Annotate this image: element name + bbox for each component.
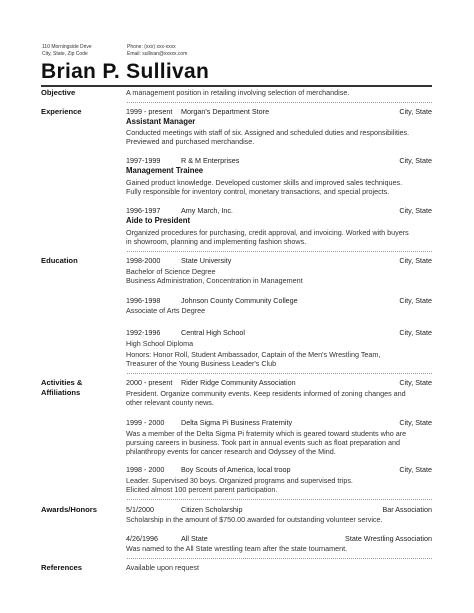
activity-location: City, State [399,465,432,474]
section-label-awards: Awards/Honors [41,505,97,514]
job-location: City, State [399,156,432,165]
address-block [42,44,92,57]
section-divider [127,373,432,374]
job-description-line: Previewed and purchased merchandise. [126,137,255,146]
activity-description-line: Was a member of the Delta Sigma Pi fraternity which is geared toward students who are [126,429,407,438]
activity-description-line: President. Organize community events. Keep residents informed of zoning changes and [126,389,406,398]
section-label-activities: Activities & [41,378,83,387]
activity-description-line: philanthropy events for cancer research and Odyssey of the Mind. [126,447,336,456]
activity-organization: Delta Sigma Pi Business Fraternity [181,418,293,427]
phone-number: Phone: (xxx) xxx-xxxx [127,44,176,50]
email-address: Email: sullivan@xxxxx.com [127,50,188,57]
job-dates: 1997-1999 [126,156,161,165]
school-detail-line: Associate of Arts Degree [126,306,206,315]
school-name: Central High School [181,328,245,337]
job-description-line: Fully responsible for inventory control, monetary transactions, and special projects. [126,187,390,196]
job-employer: R & M Enterprises [181,156,240,165]
award-date: 4/26/1996 [126,534,158,543]
activity-dates: 1999 - 2000 [126,418,165,427]
job-title: Management Trainee [126,166,204,175]
job-title: Aide to President [126,216,191,225]
references-text: Available upon request [126,563,199,572]
job-location: City, State [399,107,432,116]
school-dates: 1992-1996 [126,328,161,337]
school-detail-line: Treasurer of the Young Business Leader's Club [126,359,277,368]
school-dates: 1996-1998 [126,296,161,305]
section-label-affiliations: Affiliations [41,388,81,397]
school-location: City, State [399,256,432,265]
award-description: Was named to the All State wrestling team after the state tournament. [126,544,348,553]
award-issuer: Bar Association [382,505,432,514]
school-location: City, State [399,296,432,305]
award-issuer: State Wrestling Association [345,534,432,543]
section-label-objective: Objective [41,88,76,97]
job-description-line: Gained product knowledge. Developed customer skills and improved sales techniques. [126,178,403,187]
award-description: Scholarship in the amount of $750.00 awarded for outstanding volunteer service. [126,515,383,524]
award-date: 5/1/2000 [126,505,154,514]
job-dates: 1996-1997 [126,206,161,215]
award-name: All State [181,534,208,543]
award-name: Citizen Scholarship [181,505,243,514]
header-rule [41,85,432,87]
section-divider [127,102,432,103]
contact-block [127,44,187,57]
school-detail-line: Bachelor of Science Degree [126,267,216,276]
activity-description-line: other relevant county news. [126,398,214,407]
school-detail-line: High School Diploma [126,339,194,348]
section-label-references: References [41,563,82,572]
objective-text: A management position in retailing involving selection of merchandise. [126,88,350,97]
activity-location: City, State [399,418,432,427]
section-label-education: Education [41,256,78,265]
job-dates: 1999 - present [126,107,173,116]
address-line-1: 110 Morningside Drive [42,44,92,50]
school-detail-line: Business Administration, Concentration in Management [126,276,303,285]
job-location: City, State [399,206,432,215]
candidate-name: Brian P. Sullivan [41,60,210,83]
job-title: Assistant Manager [126,117,196,126]
job-description-line: in showroom, planning and implementing fashion shows. [126,237,307,246]
activity-dates: 1998 - 2000 [126,465,165,474]
school-name: Johnson County Community College [181,296,298,305]
school-name: State University [181,256,232,265]
job-employer: Morgan's Department Store [181,107,270,116]
section-divider [127,558,432,559]
activity-description-line: Elicited almost 100 percent parent participation. [126,485,278,494]
activity-description-line: Leader. Supervised 30 boys. Organized programs and supervised trips. [126,476,353,485]
job-employer: Amy March, Inc. [181,206,233,215]
school-location: City, State [399,328,432,337]
job-description-line: Organized procedures for purchasing, credit approval, and invoicing. Worked with buyers [126,228,409,237]
section-divider [127,499,432,500]
activity-organization: Boy Scouts of America, local troop [181,465,291,474]
activity-description-line: pursuing careers in business. Took part in annual events such as float preparation and [126,438,400,447]
section-label-experience: Experience [41,107,82,116]
activity-dates: 2000 - present [126,378,173,387]
school-detail-line: Honors: Honor Roll, Student Ambassador, Captain of the Men's Wrestling Team, [126,350,381,359]
activity-organization: Rider Ridge Community Association [181,378,296,387]
school-dates: 1998-2000 [126,256,161,265]
address-line-2: City, State, Zip Code [42,50,88,57]
job-description-line: Conducted meetings with staff of six. Assigned and scheduled duties and responsibilities. [126,128,410,137]
activity-location: City, State [399,378,432,387]
section-divider [127,251,432,252]
